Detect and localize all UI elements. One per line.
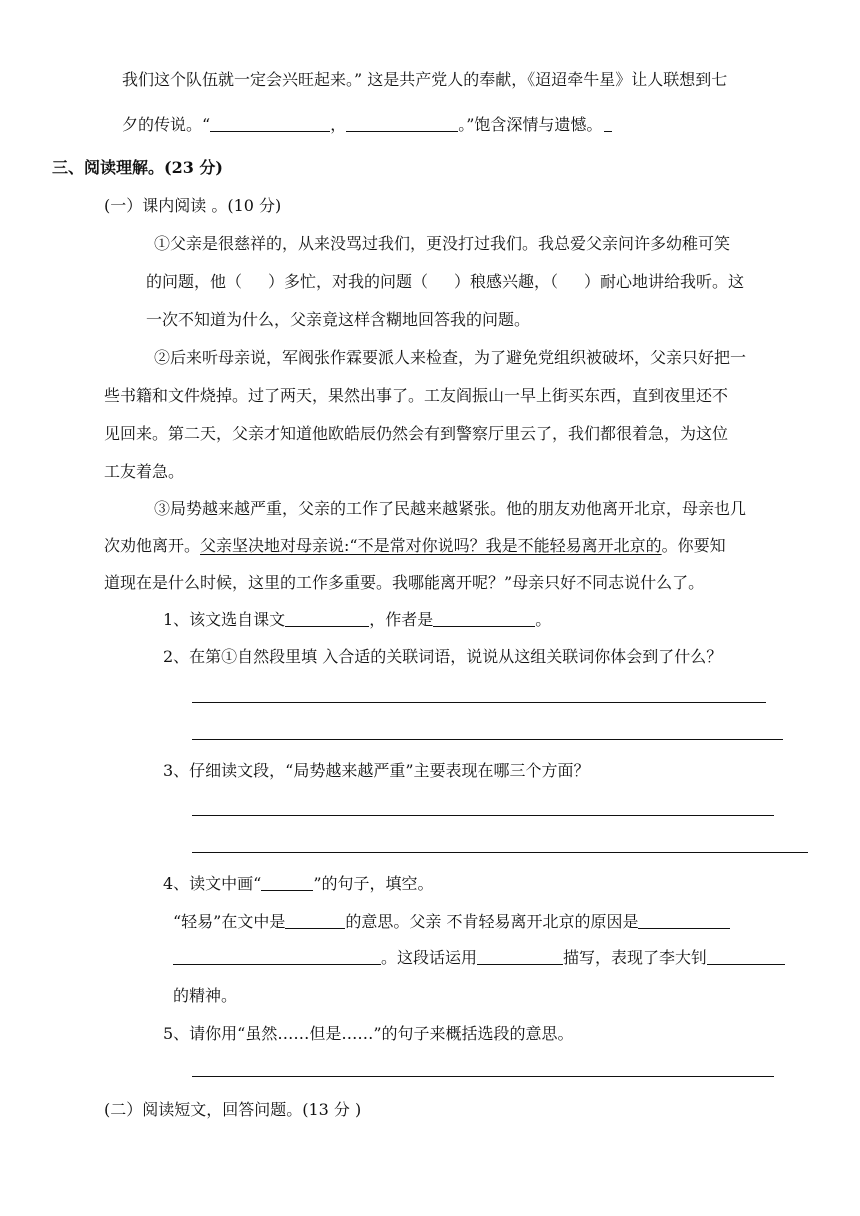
- p3-text-b: 。你要知: [661, 536, 726, 555]
- q4-reason-label: 的意思。父亲 不肯轻易离开北京的原因是: [345, 912, 639, 931]
- paragraph-2-line-4: 工友着急。: [104, 462, 185, 481]
- intro-blank-2[interactable]: [346, 115, 458, 132]
- q3-answer-line-2[interactable]: [192, 852, 808, 853]
- q4-blank-reason-1[interactable]: [638, 912, 730, 929]
- q2-answer-line-2[interactable]: [192, 739, 783, 740]
- q4-blank-meaning[interactable]: [285, 912, 345, 929]
- q1-text-a: 1、该文选自课文: [163, 610, 286, 629]
- question-3: 3、仔细读文段，“局势越来越严重”主要表现在哪三个方面？: [163, 761, 590, 780]
- q1-text-c: 。: [535, 610, 552, 629]
- p1-text-c: ）稂感兴趣，（: [454, 272, 559, 291]
- q4-method-label: 。这段话运用: [381, 948, 478, 967]
- question-5: 5、请你用“虽然……但是……”的句子来概括选段的意思。: [163, 1024, 574, 1043]
- q4-spirit-label: 描写，表现了李大钊: [563, 948, 708, 967]
- intro-line-2: [122, 115, 612, 135]
- intro-line-2-start: 夕的传说。“: [122, 115, 211, 134]
- q4-text-b: ”的句子，填空。: [313, 874, 434, 893]
- question-1: [163, 610, 551, 630]
- q4-blank-method[interactable]: [477, 948, 563, 965]
- q4-blank-reason-2[interactable]: [173, 948, 381, 965]
- q5-answer-line[interactable]: [192, 1076, 774, 1077]
- intro-comma: ，: [330, 115, 347, 134]
- q1-blank-author[interactable]: [433, 610, 535, 627]
- intro-line-2-end: 。”饱含深情与遗憾。: [458, 115, 603, 134]
- paragraph-3-line-2: [104, 536, 726, 556]
- q1-text-b: ，作者是: [369, 610, 434, 629]
- intro-blank-1[interactable]: [210, 115, 330, 132]
- p3-text-a: 次劝他离开。: [104, 536, 201, 555]
- q4-underline-sample: [261, 874, 313, 891]
- q4-meaning-label: “轻易”在文中是: [173, 912, 286, 931]
- q2-answer-line-1[interactable]: [192, 702, 766, 703]
- intro-blank-3[interactable]: [604, 115, 612, 132]
- question-4-line-4: 的精神。: [173, 986, 238, 1005]
- paragraph-3-line-1: ③局势越来越严重，父亲的工作了民越来越紧张。他的朋友劝他离开北京，母亲也几: [154, 499, 747, 518]
- paragraph-1-line-1: ①父亲是很慈祥的，从来没骂过我们，更没打过我们。我总爱父亲问许多幼稚可笑: [154, 234, 731, 253]
- paragraph-1-line-3: 一次不知道为什么，父亲竟这样含糊地回答我的问题。: [146, 310, 531, 329]
- question-4-line-3: [173, 948, 785, 968]
- q4-blank-spirit[interactable]: [707, 948, 785, 965]
- question-4: [163, 874, 434, 894]
- question-2: 2、在第①自然段里填 入合适的关联词语，说说从这组关联词你体会到了什么？: [163, 647, 723, 666]
- section-3-heading: 三、阅读理解。(23 分): [52, 158, 223, 177]
- intro-line-1: 我们这个队伍就一定会兴旺起来。” 这是共产党人的奉献，《迢迢牵牛星》让人联想到七: [122, 70, 728, 89]
- p1-text-d: ）耐心地讲给我听。这: [584, 272, 745, 291]
- part-2-title: (二）阅读短文，回答问题。(13 分 ): [104, 1100, 362, 1119]
- paragraph-2-line-3: 见回来。第二天，父亲才知道他欧皓辰仍然会有到警察厅里云了，我们都很着急，为这位: [104, 424, 729, 443]
- part-1-title: (一）课内阅读 。(10 分): [104, 196, 282, 215]
- question-4-line-2: [173, 912, 730, 932]
- p1-text-b: ）多忙，对我的问题（: [268, 272, 429, 291]
- p1-text-a: 的问题，他（: [146, 272, 243, 291]
- paragraph-3-line-3: 道现在是什么时候，这里的工作多重要。我哪能离开呢？”母亲只好不同志说什么了。: [104, 573, 705, 592]
- paragraph-2-line-2: 些书籍和文件烧掉。过了两天，果然出事了。工友阎振山一早上街买东西，直到夜里还不: [104, 386, 729, 405]
- q3-answer-line-1[interactable]: [192, 815, 774, 816]
- underlined-sentence: 父亲坚决地对母亲说:“不是常对你说吗？我是不能轻易离开北京的: [200, 536, 662, 555]
- q4-text-a: 4、读文中画“: [163, 874, 262, 893]
- paragraph-1-line-2: [146, 272, 744, 292]
- q1-blank-lesson[interactable]: [285, 610, 369, 627]
- paragraph-2-line-1: ②后来听母亲说，军阀张作霖要派人来检查，为了避免党组织被破坏，父亲只好把一: [154, 348, 747, 367]
